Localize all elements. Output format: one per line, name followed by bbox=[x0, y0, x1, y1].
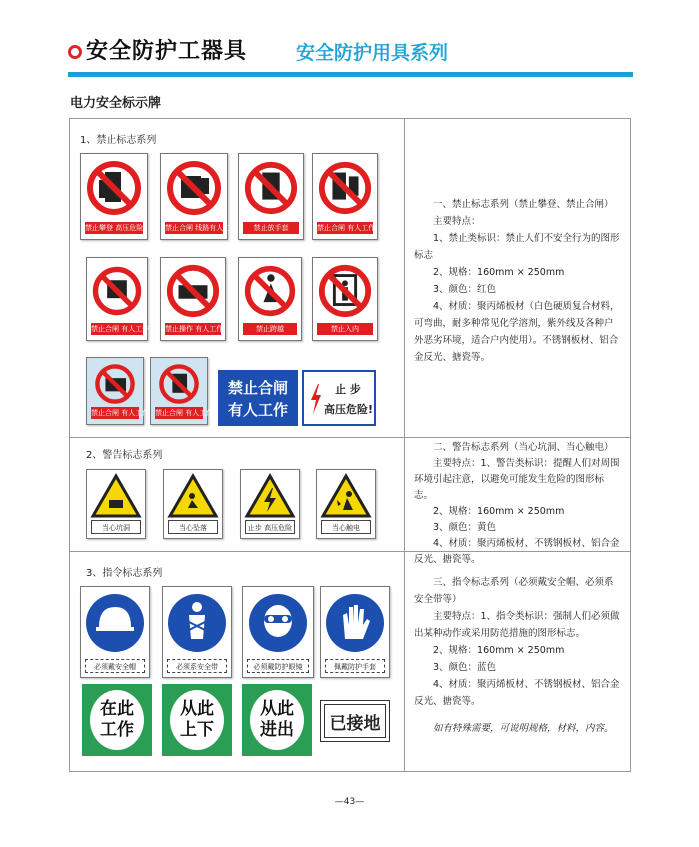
no-entry-icon bbox=[317, 262, 373, 320]
prohibition-sign bbox=[86, 357, 150, 425]
board-line: 进出 bbox=[260, 720, 294, 740]
board-line: 上下 bbox=[180, 720, 214, 740]
desc-line: 3、颜色：红色 bbox=[433, 284, 497, 295]
sign-label: 禁止合闸 有人工作 bbox=[91, 325, 150, 333]
hv-line: 止 步 bbox=[335, 383, 361, 396]
warning-caption: 2、警告标志系列 bbox=[86, 450, 163, 461]
desc-line: 4、材质：聚丙烯板材、不锈钢板材、铝合金反光、搪瓷等。 bbox=[414, 679, 620, 707]
prohibition-sign bbox=[312, 153, 378, 240]
no-switch-icon bbox=[91, 362, 139, 406]
mandatory-description bbox=[414, 574, 622, 737]
warning-description bbox=[414, 440, 622, 568]
header-title bbox=[68, 34, 247, 65]
no-operate-icon bbox=[165, 262, 221, 320]
no-climbing-icon bbox=[85, 158, 143, 218]
desc-line: 主要特点： bbox=[433, 216, 481, 227]
pit-hazard-icon bbox=[91, 474, 141, 518]
hard-hat-icon bbox=[85, 591, 145, 655]
header-rule bbox=[68, 72, 633, 77]
header-subtitle: 安全防护用具系列 bbox=[296, 42, 449, 64]
header-title-text: 安全防护工器具 bbox=[86, 39, 248, 64]
sign-label: 禁止操作 有人工作 bbox=[165, 325, 224, 333]
desc-note: 如有特殊需要，可说明规格，材料，内容。 bbox=[433, 723, 614, 734]
row-divider bbox=[69, 437, 631, 438]
no-switch-icon bbox=[165, 158, 223, 218]
mandatory-sign bbox=[80, 586, 150, 678]
desc-line: 一、禁止标志系列（禁止攀登、禁止合闸） bbox=[433, 199, 614, 210]
column-divider bbox=[404, 118, 405, 772]
board-line: 从此 bbox=[180, 699, 214, 719]
sign-label: 禁止合闸 有人工作 bbox=[317, 224, 376, 232]
prohibition-sign bbox=[150, 357, 214, 425]
prohibition-sign bbox=[312, 257, 378, 341]
grounded-board bbox=[320, 700, 390, 742]
mandatory-sign bbox=[242, 586, 314, 678]
high-voltage-board bbox=[302, 370, 376, 426]
page-number: —43— bbox=[334, 797, 365, 807]
desc-line: 1、禁止类标识：禁止人们不安全行为的图形标志 bbox=[414, 233, 620, 261]
hv-text bbox=[324, 380, 372, 420]
prohibition-caption: 1、禁止标志系列 bbox=[80, 135, 157, 146]
prohibition-sign bbox=[86, 257, 148, 341]
desc-line: 2、规格：160mm × 250mm bbox=[433, 645, 565, 656]
no-crossing-icon bbox=[243, 262, 297, 320]
sign-label: 必须戴防护眼镜 bbox=[247, 659, 309, 673]
sign-label: 禁止攀登 高压危险 bbox=[85, 224, 144, 232]
no-switch-icon bbox=[317, 158, 373, 218]
sign-label: 禁止合闸 线路有人工作 bbox=[165, 224, 238, 232]
ring-icon bbox=[68, 45, 82, 59]
prohibition-sign bbox=[238, 153, 304, 240]
sign-label: 止步 高压危险 bbox=[245, 520, 295, 534]
lightning-icon bbox=[310, 384, 322, 414]
prohibition-description bbox=[414, 196, 622, 366]
prohibition-sign bbox=[238, 257, 302, 341]
board-line: 工作 bbox=[100, 720, 134, 740]
desc-line: 3、颜色：黄色 bbox=[433, 522, 497, 533]
desc-line: 主要特点：1、警告类标识：提醒人们对周围环境引起注意，以避免可能发生危险的图形标志。 bbox=[414, 458, 620, 501]
desc-line: 三、指令标志系列（必须戴安全帽、必须系安全带等） bbox=[414, 577, 614, 605]
board-circle bbox=[170, 690, 224, 750]
sign-label: 禁止放手套 bbox=[243, 222, 299, 234]
section-title: 电力安全标示牌 bbox=[70, 96, 162, 111]
page-header bbox=[68, 28, 633, 80]
work-here-board bbox=[82, 684, 152, 756]
mandatory-caption: 3、指令标志系列 bbox=[86, 568, 163, 579]
sign-label: 禁止合闸 有人工作 bbox=[155, 409, 214, 417]
desc-line: 4、材质：聚丙烯板材（白色硬质复合材料，可弯曲，耐多种常见化学溶剂，紫外线及各种户外恶劣环境，适合户内使用）。不锈钢板材、铝合金反光、搪瓷等。 bbox=[414, 301, 620, 363]
grounded-board-text: 已接地 bbox=[324, 704, 386, 738]
up-down-here-board bbox=[162, 684, 232, 756]
warning-sign bbox=[163, 469, 223, 539]
no-close-switch-board bbox=[218, 370, 298, 426]
sign-label: 佩戴防护手套 bbox=[325, 659, 385, 673]
prohibition-sign bbox=[80, 153, 148, 240]
desc-line: 2、规格：160mm × 250mm bbox=[433, 506, 565, 517]
warning-sign bbox=[86, 469, 146, 539]
sign-label: 当心触电 bbox=[321, 520, 371, 534]
warning-sign bbox=[316, 469, 376, 539]
board-line: 在此 bbox=[100, 699, 134, 719]
desc-line: 4、材质：聚丙烯板材、不锈钢板材、铝合金反光、搪瓷等。 bbox=[414, 538, 620, 565]
desc-line: 二、警告标志系列（当心坑洞、当心触电） bbox=[433, 442, 614, 453]
desc-line: 主要特点：1、指令类标识：强制人们必须做出某种动作或采用防范措施的图形标志。 bbox=[414, 611, 620, 639]
gloves-icon bbox=[325, 591, 385, 655]
enter-exit-here-board bbox=[242, 684, 312, 756]
warning-sign bbox=[240, 469, 300, 539]
board-line: 禁止合闸 bbox=[227, 379, 288, 397]
board-circle bbox=[90, 690, 144, 750]
mandatory-sign bbox=[162, 586, 232, 678]
board-line: 有人工作 bbox=[227, 401, 288, 419]
sign-label: 当心坑洞 bbox=[91, 520, 141, 534]
hv-line: 高压危险! bbox=[324, 403, 374, 416]
goggles-icon bbox=[247, 591, 309, 655]
prohibition-sign bbox=[160, 257, 226, 341]
desc-line: 2、规格：160mm × 250mm bbox=[433, 267, 565, 278]
sign-label: 必须系安全带 bbox=[167, 659, 227, 673]
desc-line: 3、颜色：蓝色 bbox=[433, 662, 497, 673]
sign-label: 禁止跨越 bbox=[243, 323, 297, 335]
fall-hazard-icon bbox=[168, 474, 218, 518]
board-circle bbox=[250, 690, 304, 750]
sign-label: 必须戴安全帽 bbox=[85, 659, 145, 673]
no-hand-icon bbox=[243, 158, 299, 218]
high-voltage-icon bbox=[245, 474, 295, 518]
no-operate-icon bbox=[91, 262, 143, 320]
mandatory-sign bbox=[320, 586, 390, 678]
sign-label: 当心坠落 bbox=[168, 520, 218, 534]
sign-label: 禁止入内 bbox=[317, 323, 373, 335]
prohibition-sign bbox=[160, 153, 238, 240]
sign-label: 禁止合闸 有人工作 bbox=[91, 409, 150, 417]
electric-shock-icon bbox=[321, 474, 371, 518]
board-line: 从此 bbox=[260, 699, 294, 719]
safety-belt-icon bbox=[167, 591, 227, 655]
no-switch-icon bbox=[155, 362, 203, 406]
